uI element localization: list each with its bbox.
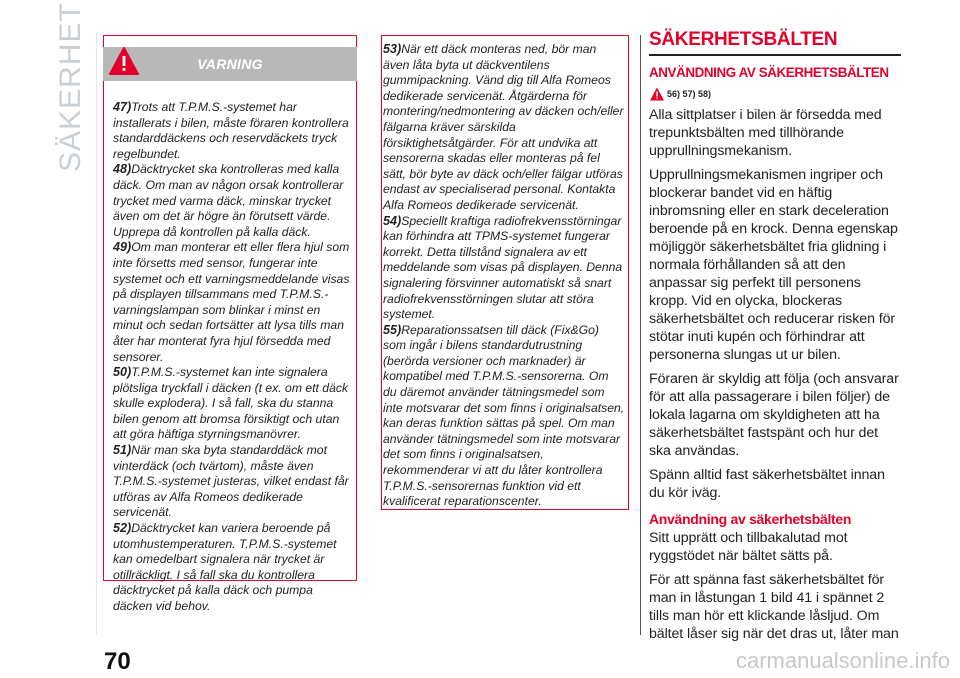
warning-item — [383, 323, 625, 510]
warning-item-number: 50) — [113, 365, 132, 380]
warning-item-text: Reparationssatsen till däck (Fix&Go) som ingår i bilens standardutrustning (berörda versioner och marknader) är kompatibel med T.P.M.S.-sensorerna. Om du däremot använder tätningsmedel som inte motsvarar det som finns i originalsatsen, kan deras funktion sättas på spel. Om man använder tätningsmedel som inte motsvarar det som finns i originalsatsen, rekommenderar vi att du låter kontrollera T.P.M.S.-sensorernas funktion vid ett kvalificerat reparationscenter. — [383, 322, 625, 509]
warning-item-number: 55) — [383, 322, 402, 337]
warning-item-number: 51) — [113, 443, 132, 458]
seatbelt-section — [649, 28, 901, 649]
watermark: carmanualsonline.info — [735, 648, 950, 673]
warning-item-number: 54) — [383, 213, 402, 228]
warning-item — [113, 100, 353, 162]
warning-list-continued — [383, 42, 625, 510]
warning-item-text: T.P.M.S.-systemet kan inte signalera plötsliga tryckfall i däcken (t ex. om ett däck skulle explodera). I så fall, ska du stanna bilen genom att bromsa försiktigt och utan att göra häftiga styrningsmanövrer. — [113, 365, 349, 442]
section-title: SÄKERHETSBÄLTEN — [649, 28, 901, 56]
warning-item — [113, 365, 353, 443]
warning-item-text: Trots att T.P.M.S.-systemet har installerats i bilen, måste föraren kontrollera standarddäckens och reservdäckets tryck regelbundet. — [113, 100, 349, 161]
left-divider — [96, 32, 97, 635]
section-subtitle: ANVÄNDNING AV SÄKERHETSBÄLTEN — [649, 65, 889, 80]
warning-item — [383, 42, 625, 214]
warning-item-number: 52) — [113, 521, 132, 536]
warning-item-number: 49) — [113, 240, 132, 255]
paragraph: Föraren är skyldig att följa (och ansvarar för att alla passagerare i bilen följer) de lokala lagarna om skyldigheten att ha säkerhetsbältet fastspänt och hur det ska användas. — [649, 371, 899, 459]
warning-item — [113, 443, 353, 521]
warning-item-text: Speciellt kraftiga radiofrekvensstörningar kan förhindra att TPMS-systemet fungerar korrekt. Detta tillstånd signalera av ett meddelande som visas på displayen. Denna signalering försvinner automatiskt så snart radiofrekvensstörningen slutar att störa systemet. — [383, 213, 623, 322]
warning-item — [113, 240, 353, 365]
warning-item-text: Däcktrycket kan variera beroende på utomhustemperaturen. T.P.M.S.-systemet kan omedelbart signalera när trycket är otillräckligt. I så fall ska du kontrollera däcktrycket på kalla däck och pumpa däcken vid behov. — [113, 521, 337, 613]
paragraph: Spänn alltid fast säkerhetsbältet innan du kör iväg. — [649, 467, 885, 501]
warning-item — [113, 162, 353, 240]
warning-item-text: När man ska byta standarddäck mot vinterdäck (och tvärtom), måste även T.P.M.S.-systemet justeras, vilket endast får utföras av Alfa Romeos dedikerade servicenät. — [113, 443, 349, 520]
warning-item — [383, 214, 625, 323]
warning-item-text: När ett däck monteras ned, bör man även låta byta ut däckventilens gummipackning. Vänd dig till Alfa Romeos dedikerade servicenät. Åtgärderna för montering/nedmontering av däcken och/eller fälgarna kräver särskilda försiktighetsåtgärder. För att undvika att sensorerna skadas eller monteras på fel sätt, bör byte av däck och/eller fälgar utföras endast av specialiserad personal. Kontakta Alfa Romeos dedikerade servicenät. — [383, 42, 624, 212]
warning-item-number: 48) — [113, 162, 132, 177]
paragraph: Upprullningsmekanismen ingriper och blockerar bandet vid en häftig inbromsning eller en stark deceleration beroende på en krock. Denna egenskap möjliggör säkerhetsbältet fria glidning i normala förhållanden så att den anpassar sig perfekt till personens kropp. Vid en olycka, blockeras säkerhetsbältet och reducerar risken för stötar inuti kupén och förhindrar att personerna slungas ut ur bilen. — [649, 167, 898, 363]
paragraph: Sitt upprätt och tillbakalutad mot ryggstödet när bältet sätts på. — [649, 530, 848, 564]
paragraph: Alla sittplatser i bilen är försedda med trepunktsbälten med tillhörande upprullningsmekanism. — [649, 107, 882, 159]
warning-item — [113, 521, 353, 615]
warning-references — [649, 86, 901, 102]
chapter-side-label: SÄKERHET — [54, 2, 87, 173]
column-divider — [640, 35, 641, 635]
reference-numbers: 56) 57) 58) — [667, 89, 712, 99]
warning-item-number: 47) — [113, 100, 132, 114]
warning-item-text: Däcktrycket ska kontrolleras med kalla däck. Om man av någon orsak kontrollerar trycket med varma däck, minskar trycket även om det är högre än förutsett värde. Upprepa då kontrollen på kalla däck. — [113, 162, 344, 239]
sub-heading: Användning av säkerhetsbälten — [649, 511, 852, 527]
warning-list — [113, 100, 353, 615]
warning-item-number: 53) — [383, 42, 402, 56]
warning-title: VARNING — [197, 56, 263, 72]
warning-item-text: Om man monterar ett eller flera hjul som inte försetts med sensor, fungerar inte systemet och ett varningsmeddelande visas på displayen tillsammans med T.P.M.S.-varningslampan som blinkar i minst en minut och sedan fortsätter att lysa tills man åter har monterat fyra hjul försedda med sensorer. — [113, 240, 350, 364]
paragraph: För att spänna fast säkerhetsbältet för man in låstungan 1 bild 41 i spännet 2 tills man hör ett klickande låsljud. Om bältet låser sig när det dras ut, låter man — [649, 572, 899, 642]
warning-triangle-icon — [649, 87, 665, 101]
page-number: 70 — [104, 648, 131, 675]
